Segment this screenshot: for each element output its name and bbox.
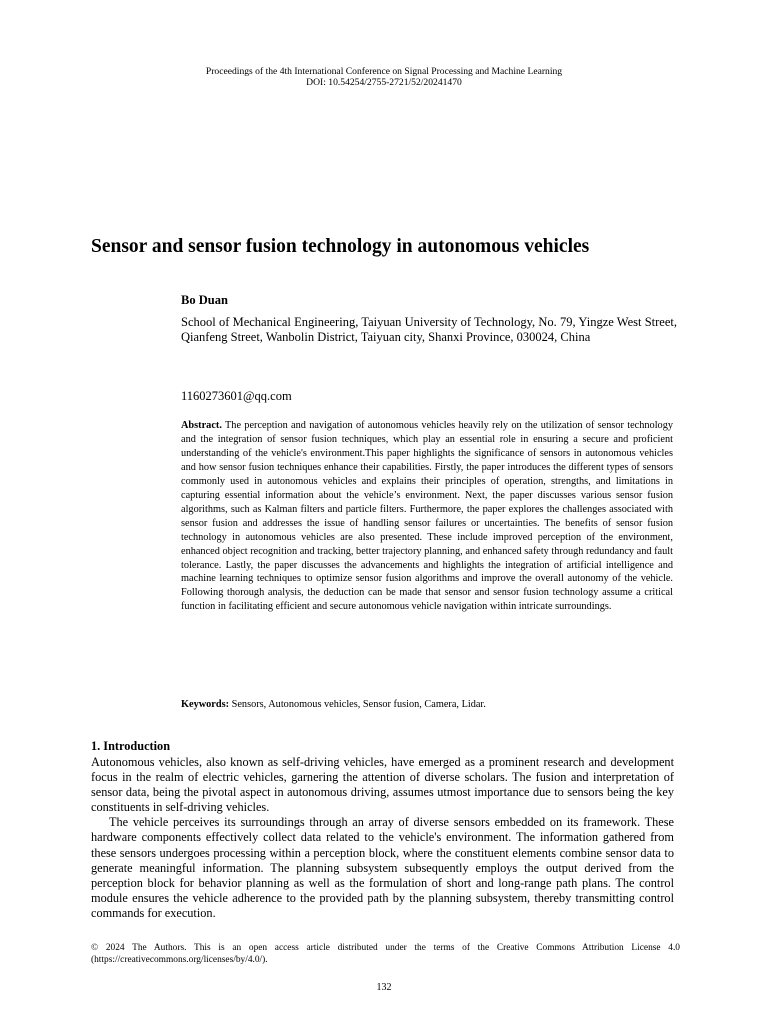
section-heading-introduction: 1. Introduction [91, 739, 171, 753]
license-footnote: © 2024 The Authors. This is an open access article distributed under the terms of the Creative Commons Attribution License 4.0 (https://creativecommons.org/licenses/by/4.0/). [91, 943, 680, 965]
page-number: 132 [376, 982, 392, 993]
keywords-label: Keywords: [181, 699, 230, 710]
doi-line: DOI: 10.54254/2755-2721/52/20241470 [306, 77, 462, 88]
introduction-body [91, 755, 674, 921]
keywords-text: Sensors, Autonomous vehicles, Sensor fusion, Camera, Lidar. [231, 699, 486, 710]
keywords [181, 698, 673, 712]
paragraph: Autonomous vehicles, also known as self-driving vehicles, have emerged as a prominent research and development focus in the realm of electric vehicles, garnering the attention of diverse scholars. The fusion and interpretation of sensor data, being the pivotal aspect in autonomous driving, assumes utmost importance due to sensors being the key constituents in self-driving vehicles. [91, 755, 674, 815]
proceedings-line: Proceedings of the 4th International Conference on Signal Processing and Machine Learning [205, 66, 563, 77]
author-email: 1160273601@qq.com [181, 389, 292, 403]
abstract-text: The perception and navigation of autonomous vehicles heavily rely on the utilization of sensor technology and the integration of sensor fusion techniques, which play an essential role in ensuring a secure and proficient understanding of the vehicle's environment.This paper highlights the significance of sensors in autonomous vehicles and how sensor fusion techniques enhance their capabilities. Firstly, the paper introduces the different types of sensors commonly used in autonomous vehicles and explains their principles of operation, strengths, and limitations in capturing essential information about the vehicle’s environment. Next, the paper discusses various sensor fusion algorithms, such as Kalman filters and particle filters. Furthermore, the paper explores the challenges associated with sensor fusion and addresses the issue of handling sensor failures or uncertainties. The benefits of sensor fusion technology in autonomous vehicles are also presented. These include improved perception of the environment, enhanced object recognition and tracking, better trajectory planning, and enhanced safety through redundancy and fault tolerance. Lastly, the paper discusses the advancements and highlights the integration of artificial intelligence and machine learning techniques to optimize sensor fusion algorithms and improve the overall autonomy of the vehicle. Following thorough analysis, the deduction can be made that sensor and sensor fusion technology assume a critical function in facilitating efficient and secure autonomous vehicle navigation within intricate surroundings. [181, 420, 674, 613]
running-header [0, 66, 768, 88]
paper-title: Sensor and sensor fusion technology in autonomous vehicles [91, 236, 590, 257]
author-affiliation: School of Mechanical Engineering, Taiyuan University of Technology, No. 79, Yingze West Street, Qianfeng Street, Wanbolin District, Taiyuan city, Shanxi Province, 030024, China [181, 315, 677, 344]
paragraph: The vehicle perceives its surroundings through an array of diverse sensors embedded on its framework. These hardware components effectively collect data related to the vehicle's environment. The information gathered from these sensors undergoes processing within a perception block, where the constituent elements combine sensor data to generate meaningful information. The planning subsystem subsequently employs the output derived from the perception block for behavior planning as well as the formulation of short and long-range path plans. The control module ensures the vehicle adherence to the provided path by the planning subsystem, thereby transmitting control commands for execution. [91, 815, 674, 920]
abstract-label: Abstract. [181, 420, 222, 431]
abstract [181, 419, 673, 614]
author-name: Bo Duan [181, 293, 228, 307]
